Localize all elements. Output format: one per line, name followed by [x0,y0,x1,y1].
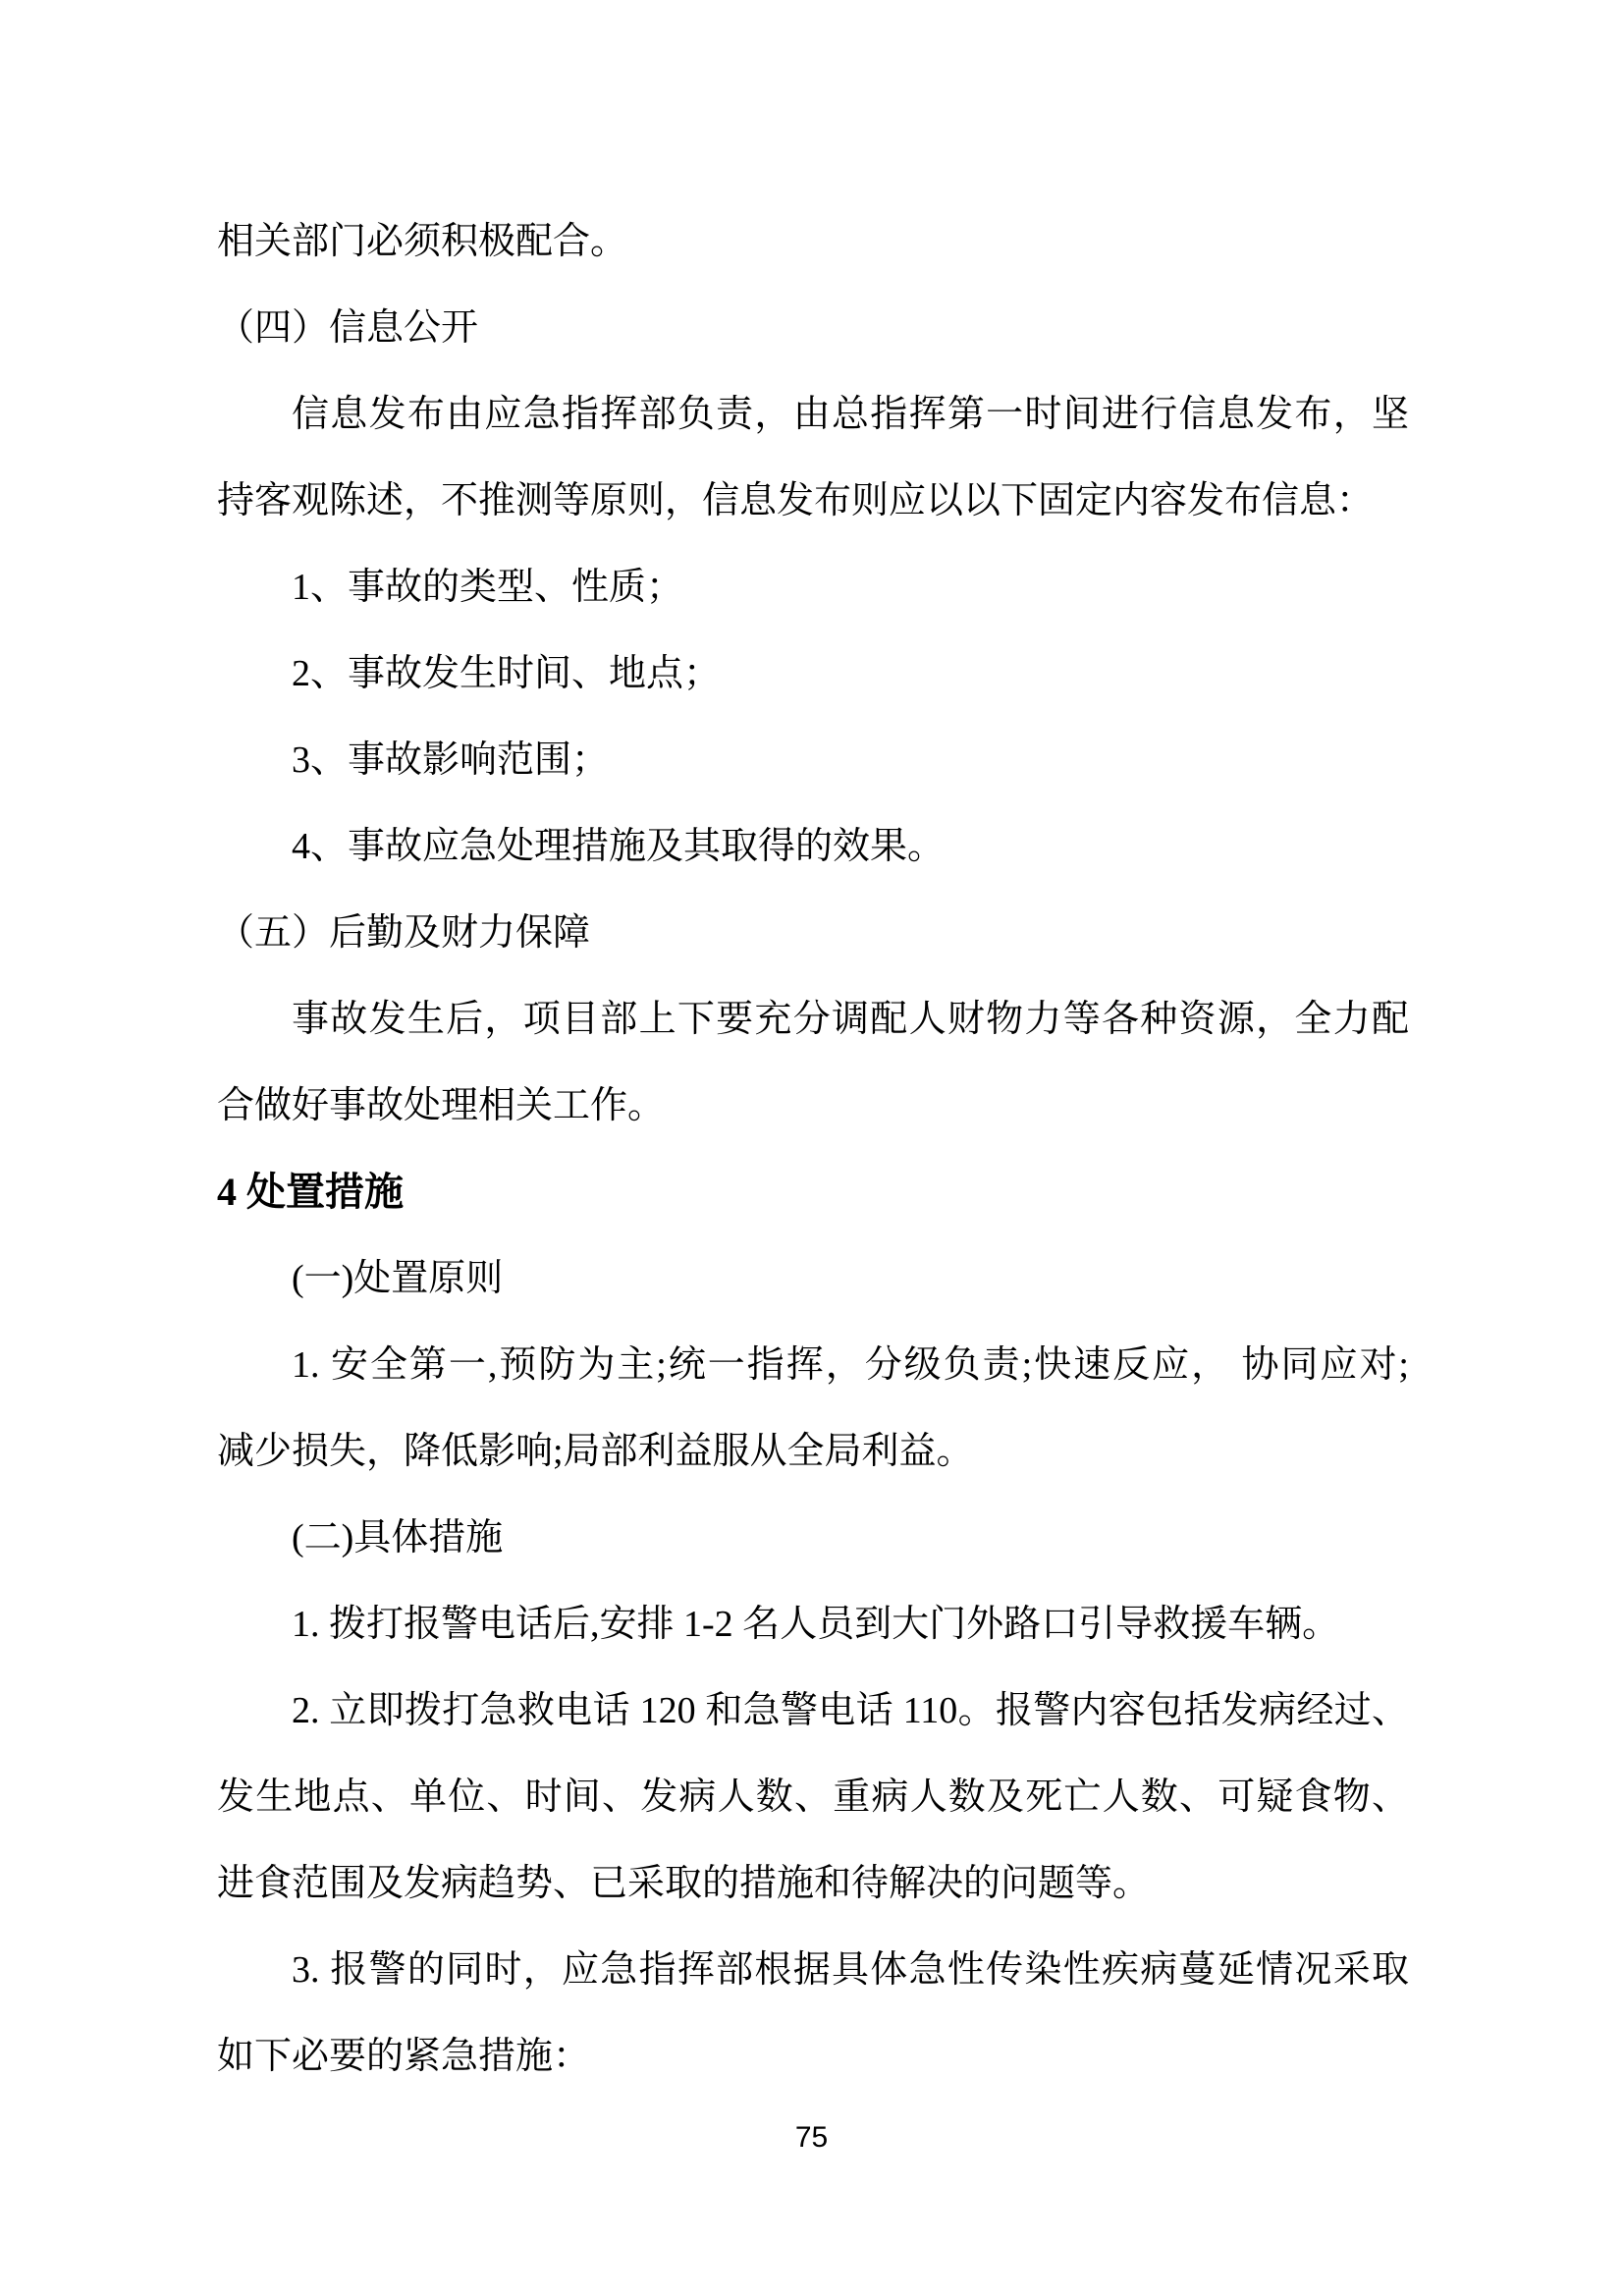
paragraph-line: 进食范围及发病趋势、已采取的措施和待解决的问题等。 [217,1863,1151,1904]
measure-item-1: 1. 拨打报警电话后,安排 1-2 名人员到大门外路口引导救援车辆。 [292,1604,1340,1645]
list-item-3: 3、事故影响范围； [292,739,610,781]
paragraph-line: 发生地点、单位、时间、发病人数、重病人数及死亡人数、可疑食物、 [217,1777,1409,1818]
paragraph-line: 事故发生后，项目部上下要充分调配人财物力等各种资源，全力配 [292,999,1409,1040]
list-item-1: 1、事故的类型、性质； [292,567,684,608]
section-heading-disposal-measures: 4 处置措施 [217,1170,404,1214]
paragraph-line: 1. 安全第一,预防为主;统一指挥，分级负责;快速反应， 协同应对; [292,1344,1409,1386]
list-item-4: 4、事故应急处理措施及其取得的效果。 [292,826,946,867]
list-item-2: 2、事故发生时间、地点； [292,653,722,694]
paragraph-line: 信息发布由应急指挥部负责，由总指挥第一时间进行信息发布，坚 [292,394,1409,435]
paragraph-line: 如下必要的紧急措施： [217,2036,591,2077]
paragraph-line: 减少损失，降低影响;局部利益服从全局利益。 [217,1431,974,1472]
measure-item-3: 3. 报警的同时，应急指挥部根据具体急性传染性疾病蔓延情况采取 [292,1949,1409,1991]
document-body [217,198,1409,2100]
page-number: 75 [794,2121,829,2154]
measure-item-2: 2. 立即拨打急救电话 120 和急警电话 110。报警内容包括发病经过、 [292,1690,1409,1731]
paragraph-line: 合做好事故处理相关工作。 [217,1085,666,1126]
paragraph-continuation-line: 相关部门必须积极配合。 [217,221,628,262]
subsection-heading-specific-measures: (二)具体措施 [292,1517,504,1558]
subsection-heading-disposal-principles: (一)处置原则 [292,1258,504,1299]
paragraph-line: 持客观陈述，不推测等原则，信息发布则应以以下固定内容发布信息： [217,480,1375,521]
subsection-heading-info-disclosure: （四）信息公开 [217,307,479,349]
subsection-heading-logistics-support: （五）后勤及财力保障 [217,912,591,954]
